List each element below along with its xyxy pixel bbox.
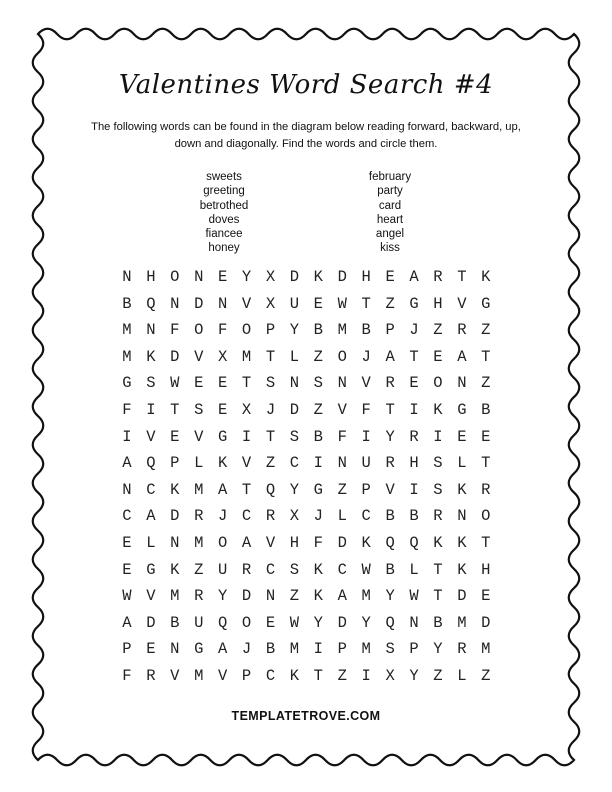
grid-letter: D xyxy=(337,268,347,286)
grid-letter: Z xyxy=(313,347,323,366)
grid-letter: R xyxy=(265,507,276,526)
grid-letter: M xyxy=(194,480,204,499)
grid-letter: U xyxy=(289,294,300,313)
grid-letter: M xyxy=(122,321,132,340)
grid-letter: G xyxy=(146,560,156,579)
grid-letter: T xyxy=(457,268,467,286)
grid-letter: Z xyxy=(289,587,300,606)
grid-letter: Z xyxy=(481,374,491,393)
word-item: honey xyxy=(208,242,240,255)
grid-letter: T xyxy=(241,480,252,499)
grid-letter: D xyxy=(457,587,467,606)
grid-letter: K xyxy=(481,268,491,286)
grid-letter: D xyxy=(170,347,180,366)
grid-letter: B xyxy=(385,560,395,579)
grid-letter: X xyxy=(385,666,395,685)
grid-letter: A xyxy=(146,507,156,526)
grid-letter: V xyxy=(241,454,252,473)
grid-letter: M xyxy=(481,640,491,659)
grid-letter: E xyxy=(481,427,491,446)
grid-letter: P xyxy=(409,640,419,659)
grid-letter: R xyxy=(433,507,443,526)
grid-letter: B xyxy=(313,427,323,446)
grid-letter: V xyxy=(457,294,467,313)
grid-letter: H xyxy=(433,294,443,313)
grid-letter: Z xyxy=(337,480,347,499)
grid-letter: B xyxy=(409,507,419,526)
grid-letter: F xyxy=(122,666,132,685)
grid-letter: K xyxy=(457,533,467,552)
grid-letter: N xyxy=(170,294,180,313)
grid-letter: F xyxy=(337,427,347,446)
grid-letter: A xyxy=(217,640,228,659)
grid-letter: L xyxy=(409,560,419,579)
grid-letter: A xyxy=(217,480,228,499)
grid-letter: V xyxy=(194,347,204,366)
grid-row xyxy=(115,481,498,508)
grid-letter: E xyxy=(217,374,228,393)
word-list-right xyxy=(330,170,450,256)
grid-letter: A xyxy=(385,347,395,366)
grid-row xyxy=(115,667,498,694)
grid-letter: N xyxy=(409,613,419,632)
grid-row xyxy=(115,614,498,641)
grid-letter: Q xyxy=(385,533,395,552)
grid-letter: S xyxy=(433,454,443,473)
word-item: sweets xyxy=(206,171,242,183)
word-item: greeting xyxy=(203,185,245,198)
grid-letter: S xyxy=(433,480,443,499)
grid-letter: A xyxy=(457,347,467,366)
grid-letter: M xyxy=(194,666,204,685)
grid-letter: P xyxy=(385,321,395,340)
instructions xyxy=(80,119,532,153)
grid-letter: Z xyxy=(385,294,395,313)
grid-letter: H xyxy=(361,268,371,286)
grid-letter: A xyxy=(241,533,252,552)
grid-letter: U xyxy=(361,454,371,473)
grid-row xyxy=(115,401,498,428)
grid-letter: C xyxy=(265,666,276,685)
grid-letter: C xyxy=(146,480,156,499)
grid-letter: E xyxy=(385,268,395,286)
grid-letter: G xyxy=(194,640,204,659)
page-title: Valentines Word Search #4 xyxy=(118,70,494,100)
grid-letter: Y xyxy=(385,587,395,606)
grid-letter: V xyxy=(146,587,156,606)
grid-row xyxy=(115,268,498,295)
grid-letter: K xyxy=(170,480,180,499)
grid-letter: R xyxy=(146,666,156,685)
grid-letter: B xyxy=(313,321,323,340)
grid-letter: L xyxy=(194,454,204,473)
word-item: angel xyxy=(375,228,405,241)
grid-letter: H xyxy=(481,560,491,579)
grid-letter: Y xyxy=(289,480,300,499)
grid-letter: R xyxy=(481,480,491,499)
grid-letter: D xyxy=(337,613,347,632)
grid-letter: F xyxy=(361,400,371,419)
grid-letter: X xyxy=(265,268,276,286)
grid-letter: A xyxy=(122,454,132,473)
grid-letter: J xyxy=(313,507,323,526)
grid-letter: Y xyxy=(313,613,323,632)
grid-letter: F xyxy=(170,321,180,340)
grid-letter: E xyxy=(313,294,323,313)
grid-row xyxy=(115,321,498,348)
grid-letter: C xyxy=(361,507,371,526)
grid-letter: X xyxy=(217,347,228,366)
grid-letter: E xyxy=(122,560,132,579)
grid-letter: K xyxy=(313,560,323,579)
grid-letter: W xyxy=(289,613,300,632)
grid-row xyxy=(115,374,498,401)
grid-letter: G xyxy=(457,400,467,419)
grid-letter: E xyxy=(122,533,132,552)
grid-letter: P xyxy=(361,480,371,499)
grid-letter: L xyxy=(337,507,347,526)
grid-letter: W xyxy=(361,560,371,579)
grid-letter: L xyxy=(457,454,467,473)
grid-letter: P xyxy=(122,640,132,659)
grid-letter: P xyxy=(241,666,252,685)
grid-letter: N xyxy=(170,640,180,659)
grid-letter: T xyxy=(170,400,180,419)
grid-row xyxy=(115,295,498,322)
grid-letter: H xyxy=(409,454,419,473)
grid-letter: F xyxy=(217,321,228,340)
grid-letter: R xyxy=(194,507,204,526)
grid-letter: Z xyxy=(433,666,443,685)
grid-letter: K xyxy=(433,400,443,419)
grid-letter: H xyxy=(146,268,156,286)
grid-letter: A xyxy=(409,268,419,286)
grid-letter: R xyxy=(241,560,252,579)
grid-letter: E xyxy=(170,427,180,446)
grid-letter: G xyxy=(217,427,228,446)
grid-letter: N xyxy=(217,294,228,313)
grid-letter: E xyxy=(481,587,491,606)
grid-letter: N xyxy=(337,374,347,393)
grid-letter: Q xyxy=(217,613,228,632)
grid-letter: I xyxy=(433,427,443,446)
grid-letter: M xyxy=(194,533,204,552)
grid-letter: K xyxy=(361,533,371,552)
grid-letter: O xyxy=(241,321,252,340)
grid-letter: V xyxy=(361,374,371,393)
grid-letter: I xyxy=(313,454,323,473)
grid-letter: I xyxy=(146,400,156,419)
grid-letter: D xyxy=(289,268,300,286)
grid-letter: D xyxy=(146,613,156,632)
grid-letter: I xyxy=(409,400,419,419)
grid-letter: N xyxy=(289,374,300,393)
grid-letter: M xyxy=(241,347,252,366)
grid-letter: K xyxy=(146,347,156,366)
grid-letter: Y xyxy=(289,321,300,340)
grid-letter: D xyxy=(337,533,347,552)
grid-letter: I xyxy=(361,666,371,685)
grid-letter: M xyxy=(361,587,371,606)
grid-letter: N xyxy=(122,480,132,499)
grid-letter: Z xyxy=(313,400,323,419)
grid-letter: N xyxy=(194,268,204,286)
grid-letter: V xyxy=(385,480,395,499)
grid-letter: S xyxy=(289,427,300,446)
word-item: february xyxy=(368,171,412,183)
grid-letter: K xyxy=(457,480,467,499)
grid-letter: S xyxy=(194,400,204,419)
grid-letter: B xyxy=(433,613,443,632)
grid-letter: S xyxy=(385,640,395,659)
grid-letter: J xyxy=(265,400,276,419)
grid-letter: J xyxy=(217,507,228,526)
grid-letter: J xyxy=(361,347,371,366)
grid-letter: T xyxy=(313,666,323,685)
grid-letter: I xyxy=(313,640,323,659)
grid-row xyxy=(115,507,498,534)
grid-row xyxy=(115,587,498,614)
grid-letter: U xyxy=(217,560,228,579)
grid-letter: D xyxy=(194,294,204,313)
grid-letter: W xyxy=(122,587,132,606)
grid-letter: C xyxy=(122,507,132,526)
instructions-line-1: The following words can be found in the diagram below reading forward, backward, up, xyxy=(91,121,521,133)
grid-letter: Y xyxy=(217,587,228,606)
grid-letter: T xyxy=(265,347,276,366)
grid-letter: Y xyxy=(361,613,371,632)
grid-letter: B xyxy=(265,640,276,659)
grid-letter: M xyxy=(170,587,180,606)
grid-letter: T xyxy=(265,427,276,446)
word-item: kiss xyxy=(380,242,400,255)
site-footer: TEMPLATETROVE.COM xyxy=(231,709,381,723)
grid-letter: O xyxy=(217,533,228,552)
grid-letter: B xyxy=(170,613,180,632)
grid-letter: K xyxy=(217,454,228,473)
grid-letter: G xyxy=(481,294,491,313)
grid-letter: K xyxy=(433,533,443,552)
grid-letter: Q xyxy=(385,613,395,632)
grid-letter: B xyxy=(361,321,371,340)
grid-letter: X xyxy=(241,400,252,419)
grid-letter: R xyxy=(409,427,419,446)
grid-letter: I xyxy=(409,480,419,499)
grid-letter: W xyxy=(337,294,347,313)
grid-row xyxy=(115,428,498,455)
grid-letter: Z xyxy=(481,666,491,685)
instructions-line-2: down and diagonally. Find the words and circle them. xyxy=(174,138,438,150)
grid-letter: Y xyxy=(409,666,419,685)
grid-letter: B xyxy=(385,507,395,526)
grid-letter: P xyxy=(265,321,276,340)
grid-letter: D xyxy=(170,507,180,526)
grid-letter: O xyxy=(241,613,252,632)
grid-letter: Q xyxy=(146,294,156,313)
grid-letter: E xyxy=(217,268,228,286)
grid-letter: L xyxy=(146,533,156,552)
grid-letter: G xyxy=(313,480,323,499)
grid-row xyxy=(115,348,498,375)
grid-row xyxy=(115,640,498,667)
grid-letter: S xyxy=(289,560,300,579)
grid-letter: Z xyxy=(433,321,443,340)
grid-letter: R xyxy=(385,374,395,393)
grid-letter: A xyxy=(337,587,347,606)
grid-letter: T xyxy=(433,560,443,579)
grid-letter: K xyxy=(457,560,467,579)
grid-letter: T xyxy=(481,454,491,473)
word-item: heart xyxy=(376,213,404,226)
grid-letter: V xyxy=(170,666,180,685)
grid-letter: E xyxy=(409,374,419,393)
grid-letter: E xyxy=(217,400,228,419)
grid-letter: K xyxy=(289,666,300,685)
grid-letter: V xyxy=(241,294,252,313)
grid-letter: Q xyxy=(409,533,419,552)
grid-letter: O xyxy=(337,347,347,366)
grid-letter: I xyxy=(361,427,371,446)
grid-letter: S xyxy=(146,374,156,393)
grid-letter: Q xyxy=(146,454,156,473)
grid-letter: R xyxy=(457,640,467,659)
grid-row xyxy=(115,454,498,481)
grid-letter: Y xyxy=(433,640,443,659)
word-list-left xyxy=(164,170,284,256)
grid-letter: B xyxy=(481,400,491,419)
grid-row xyxy=(115,561,498,588)
grid-letter: M xyxy=(457,613,467,632)
grid-letter: T xyxy=(481,347,491,366)
grid-letter: Z xyxy=(337,666,347,685)
grid-letter: V xyxy=(265,533,276,552)
grid-letter: C xyxy=(265,560,276,579)
grid-letter: K xyxy=(313,268,323,286)
grid-letter: F xyxy=(313,533,323,552)
grid-letter: E xyxy=(194,374,204,393)
grid-letter: D xyxy=(481,613,491,632)
grid-letter: E xyxy=(146,640,156,659)
grid-letter: L xyxy=(289,347,300,366)
grid-letter: N xyxy=(170,533,180,552)
word-item: party xyxy=(377,185,403,198)
grid-letter: H xyxy=(289,533,300,552)
grid-letter: Q xyxy=(265,480,276,499)
grid-letter: G xyxy=(122,374,132,393)
grid-letter: N xyxy=(146,321,156,340)
grid-letter: K xyxy=(313,587,323,606)
grid-letter: I xyxy=(122,427,132,446)
grid-letter: V xyxy=(194,427,204,446)
grid-letter: T xyxy=(481,533,491,552)
grid-letter: S xyxy=(313,374,323,393)
grid-row xyxy=(115,534,498,561)
grid-letter: P xyxy=(170,454,180,473)
grid-letter: J xyxy=(241,640,252,659)
grid-letter: E xyxy=(457,427,467,446)
word-item: card xyxy=(378,199,402,212)
grid-letter: Z xyxy=(194,560,204,579)
grid-letter: N xyxy=(122,268,132,286)
grid-letter: C xyxy=(241,507,252,526)
grid-letter: W xyxy=(170,374,180,393)
grid-letter: D xyxy=(289,400,300,419)
grid-letter: T xyxy=(433,587,443,606)
grid-letter: M xyxy=(289,640,300,659)
grid-letter: V xyxy=(217,666,228,685)
grid-letter: U xyxy=(194,613,204,632)
grid-letter: R xyxy=(457,321,467,340)
grid-letter: O xyxy=(170,268,180,286)
grid-letter: O xyxy=(481,507,491,526)
grid-letter: M xyxy=(122,347,132,366)
word-item: betrothed xyxy=(199,199,249,212)
grid-letter: N xyxy=(457,374,467,393)
grid-letter: F xyxy=(122,400,132,419)
grid-letter: I xyxy=(241,427,252,446)
grid-letter: G xyxy=(409,294,419,313)
grid-letter: C xyxy=(337,560,347,579)
grid-letter: X xyxy=(289,507,300,526)
grid-letter: N xyxy=(337,454,347,473)
grid-letter: Y xyxy=(241,268,252,286)
grid-letter: V xyxy=(146,427,156,446)
letter-grid xyxy=(115,268,498,694)
word-item: doves xyxy=(208,213,240,226)
grid-letter: R xyxy=(385,454,395,473)
grid-letter: K xyxy=(170,560,180,579)
grid-letter: S xyxy=(265,374,276,393)
grid-letter: N xyxy=(265,587,276,606)
grid-letter: D xyxy=(241,587,252,606)
grid-letter: C xyxy=(289,454,300,473)
grid-letter: P xyxy=(337,640,347,659)
grid-letter: R xyxy=(433,268,443,286)
grid-letter: T xyxy=(361,294,371,313)
grid-letter: T xyxy=(409,347,419,366)
grid-letter: M xyxy=(337,321,347,340)
grid-letter: E xyxy=(433,347,443,366)
grid-letter: Z xyxy=(481,321,491,340)
grid-letter: E xyxy=(265,613,276,632)
grid-letter: V xyxy=(337,400,347,419)
grid-letter: M xyxy=(361,640,371,659)
grid-letter: A xyxy=(122,613,132,632)
grid-letter: O xyxy=(433,374,443,393)
grid-letter: B xyxy=(122,294,132,313)
grid-letter: Z xyxy=(265,454,276,473)
grid-letter: J xyxy=(409,321,419,340)
word-item: fiancee xyxy=(205,228,243,241)
grid-letter: L xyxy=(457,666,467,685)
grid-letter: X xyxy=(265,294,276,313)
grid-letter: N xyxy=(457,507,467,526)
grid-letter: T xyxy=(241,374,252,393)
grid-letter: W xyxy=(409,587,419,606)
grid-letter: Y xyxy=(385,427,395,446)
grid-letter: R xyxy=(194,587,204,606)
grid-letter: O xyxy=(194,321,204,340)
grid-letter: T xyxy=(385,400,395,419)
